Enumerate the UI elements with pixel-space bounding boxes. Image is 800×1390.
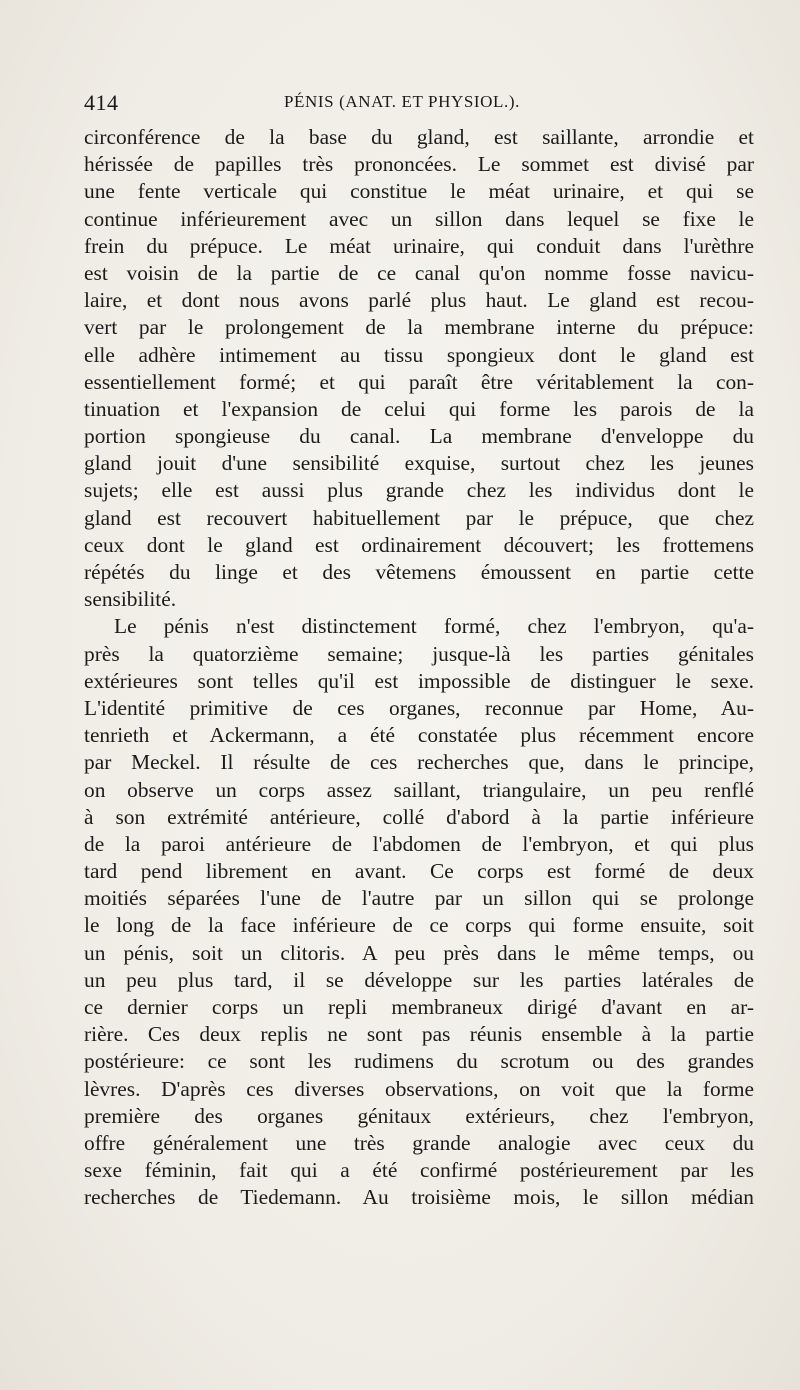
text-line: extérieures sont telles qu'il est impossible de distinguer le sexe. [84,668,754,693]
text-line: Le pénis n'est distinctement formé, chez l'embryon, qu'a- [114,614,754,639]
text-line: près la quatorzième semaine; jusque-là les parties génitales [84,641,754,666]
text-line: tard pend librement en avant. Ce corps est formé de deux [84,859,754,884]
text-line: ce dernier corps un repli membraneux dirigé d'avant en ar- [84,995,754,1019]
text-line: continue inférieurement avec un sillon dans lequel se fixe le [84,206,754,231]
text-line: sensibilité. [84,587,177,612]
text-line: à son extrémité antérieure, collé d'abord à la partie inférieure [84,804,754,829]
text-line: laire, et dont nous avons parlé plus haut. Le gland est recou- [84,288,754,313]
text-line: frein du prépuce. Le méat urinaire, qui conduit dans l'urèthre [84,233,754,258]
text-line: répétés du linge et des vêtemens émoussent en partie cette [84,560,754,584]
body-text [84,124,754,1212]
text-line: par Meckel. Il résulte de ces recherches que, dans le principe, [84,750,754,775]
text-line: lèvres. D'après ces diverses observations, on voit que la forme [84,1076,754,1101]
text-line: le long de la face inférieure de ce corps qui forme ensuite, soit [84,913,754,938]
text-line: de la paroi antérieure de l'abdomen de l'embryon, et qui plus [84,831,754,856]
text-line: est voisin de la partie de ce canal qu'on nomme fosse navicu- [84,260,754,285]
text-line: un peu plus tard, il se développe sur les parties latérales de [84,967,754,992]
text-line: offre généralement une très grande analogie avec ceux du [84,1130,754,1155]
text-line: on observe un corps assez saillant, triangulaire, un peu renflé [84,777,754,802]
page-header [84,90,754,120]
text-line: sexe féminin, fait qui a été confirmé postérieurement par les [84,1158,754,1183]
text-line: hérissée de papilles très prononcées. Le sommet est divisé par [84,152,754,177]
text-line: tinuation et l'expansion de celui qui forme les parois de la [84,396,754,421]
text-line: recherches de Tiedemann. Au troisième mois, le sillon médian [84,1185,754,1210]
text-line: portion spongieuse du canal. La membrane d'enveloppe du [84,424,754,449]
text-line: essentiellement formé; et qui paraît être véritablement la con- [84,369,754,394]
text-line: moitiés séparées l'une de l'autre par un sillon qui se prolonge [84,886,754,911]
text-line: vert par le prolongement de la membrane interne du prépuce: [84,315,754,340]
paragraph [84,124,754,613]
text-line: circonférence de la base du gland, est saillante, arrondie et [84,125,754,149]
text-line: L'identité primitive de ces organes, reconnue par Home, Au- [84,695,754,720]
text-line: première des organes génitaux extérieurs, chez l'embryon, [84,1103,754,1128]
text-line: un pénis, soit un clitoris. A peu près dans le même temps, ou [84,940,754,965]
running-head: PÉNIS (ANAT. ET PHYSIOL.). [284,92,520,111]
text-line: postérieure: ce sont les rudimens du scrotum ou des grandes [84,1049,754,1074]
text-line: gland jouit d'une sensibilité exquise, surtout chez les jeunes [84,451,754,476]
text-line: elle adhère intimement au tissu spongieux dont le gland est [84,342,754,367]
paragraph [84,613,754,1211]
page-number: 414 [84,90,119,115]
text-line: tenrieth et Ackermann, a été constatée plus récemment encore [84,723,754,748]
text-line: rière. Ces deux replis ne sont pas réunis ensemble à la partie [84,1022,754,1047]
text-line: gland est recouvert habituellement par le prépuce, que chez [84,505,754,530]
text-line: ceux dont le gland est ordinairement découvert; les frottemens [84,532,754,557]
text-line: sujets; elle est aussi plus grande chez les individus dont le [84,478,754,503]
text-line: une fente verticale qui constitue le méat urinaire, et qui se [84,179,754,204]
